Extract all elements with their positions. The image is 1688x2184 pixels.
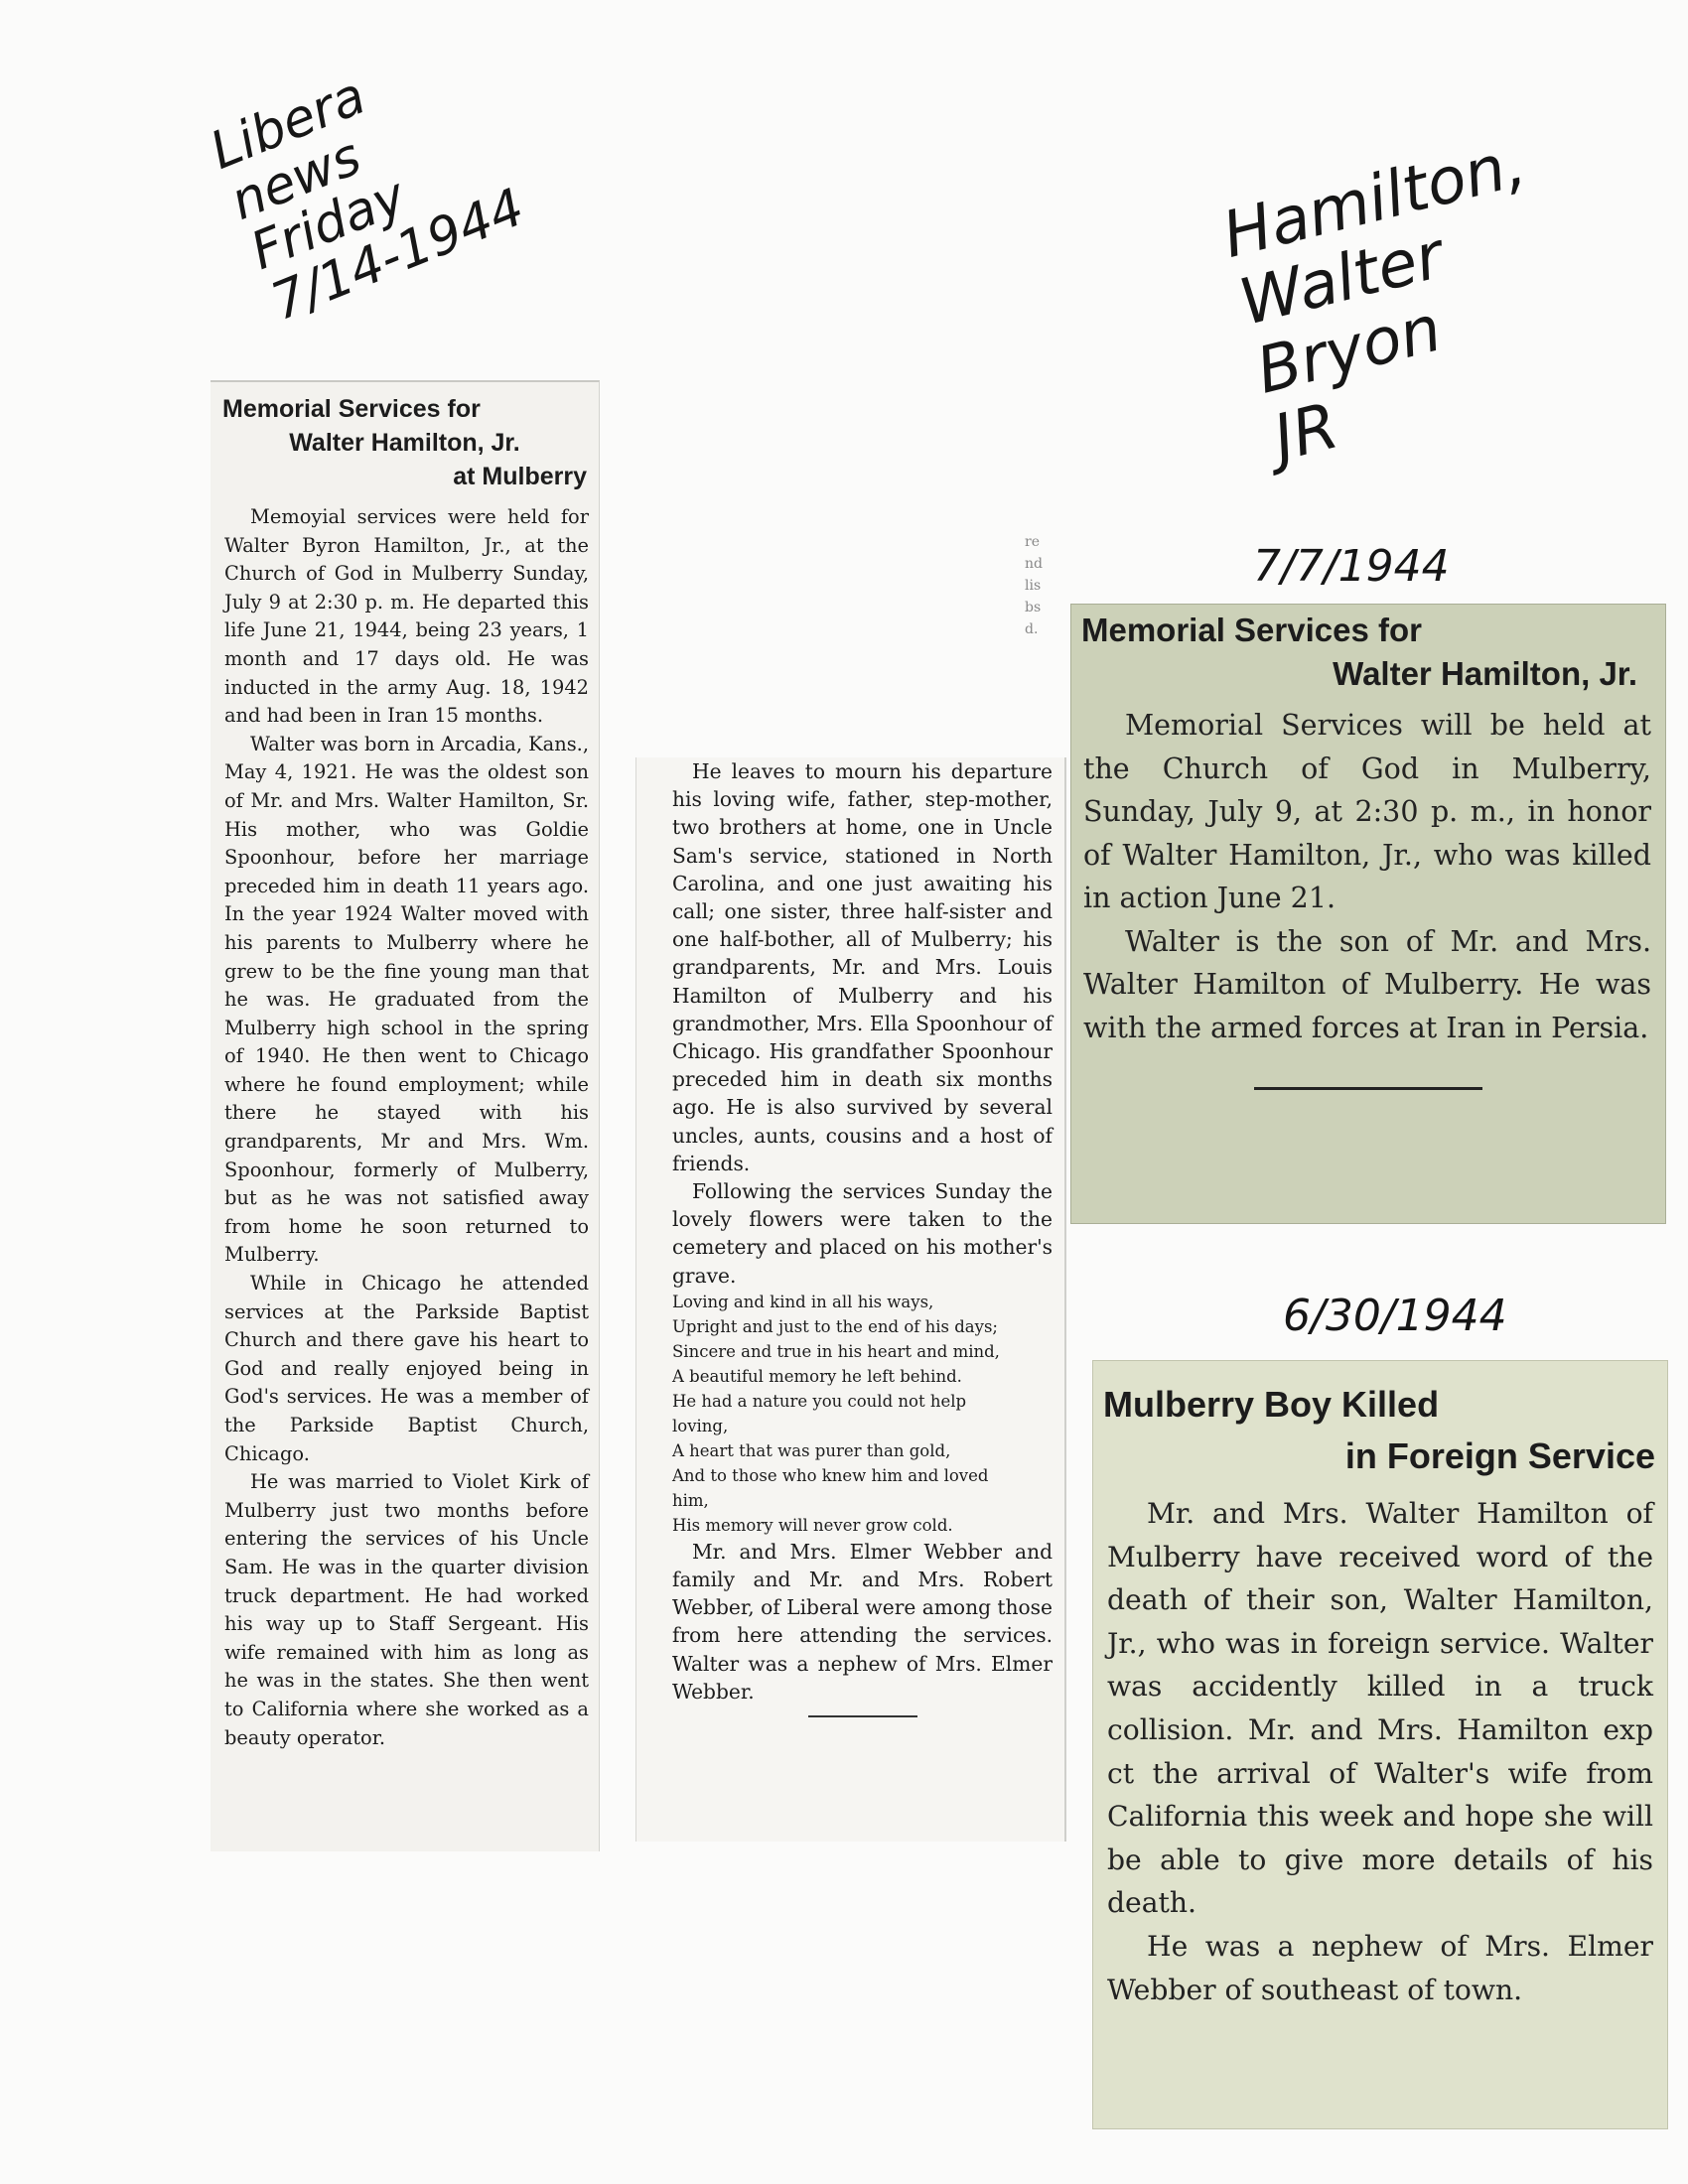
clipping-memorial-services-mulberry bbox=[211, 380, 600, 1851]
clipping-mulberry-boy-killed bbox=[1092, 1360, 1668, 2129]
clipping-headline bbox=[1093, 1361, 1667, 1482]
headline-line-2: Walter Hamilton, Jr. bbox=[289, 429, 520, 457]
clipping-body bbox=[211, 503, 599, 1752]
paragraph: Following the services Sunday the lovely flowers were taken to the cemetery and placed on his mother's grave. bbox=[672, 1179, 1053, 1288]
divider-rule bbox=[1254, 1087, 1482, 1090]
paragraph: While in Chicago he attended services at the Parkside Baptist Church and there gave his heart to God and really enjoyed being in God's services. He was a member of the Parkside Baptist Church, Chicago. bbox=[224, 1272, 589, 1465]
paragraph: Mr. and Mrs. Walter Hamilton of Mulberry have received word of the death of their son, Walter Hamilton, Jr., who was in foreign service. Walter was accidently killed in a truck collision. Mr. and Mrs. Hamilton exp ct the arrival of Walter's wife from California this week and hope she will be able to give more details of his death. bbox=[1107, 1497, 1653, 1920]
handwritten-liberal-news-note: Libera news Friday 7/14-1944 bbox=[202, 66, 533, 333]
paragraph: He leaves to mourn his departure his loving wife, father, step-mother, two brothers at home, one in Uncle Sam's service, stationed in North Carolina, and one just awaiting his call; one sister, three half-sister and one half-bother, all of Mulberry; his grandparents, Mr. and Mrs. Louis Hamilton of Mulberry and his grandmother, Mrs. Ella Spoonhour of Chicago. His grandfather Spoonhour preceded him in death six months ago. He is also survived by several uncles, aunts, cousins and a host of friends. bbox=[672, 759, 1053, 1175]
paragraph: Walter was born in Arcadia, Kans., May 4, 1921. He was the oldest son of Mr. and Mrs. Walter Hamilton, Sr. His mother, who was Goldie Spoonhour, before her marriage preceded him in death 11 years ago. In the year 1924 Walter moved with his parents to Mulberry where he grew to be the fine young man that he was. He graduated from the Mulberry high school in the spring of 1940. He then went to Chicago where he found employment; while there he stayed with his grandparents, Mr and Mrs. Wm. Spoonhour, formerly of Mulberry, but as he was not satisfied away from home he soon returned to Mulberry. bbox=[224, 732, 589, 1267]
headline-line-1: Memorial Services for bbox=[222, 395, 481, 423]
clipping-body bbox=[636, 757, 1064, 1717]
paragraph: Mr. and Mrs. Elmer Webber and family and Mr. and Mrs. Robert Webber, of Liberal were among those from here attending the services. Walter was a nephew of Mrs. Elmer Webber. bbox=[672, 1539, 1053, 1704]
headline-line-1: Mulberry Boy Killed bbox=[1103, 1384, 1440, 1425]
handwritten-date-6-30-1944: 6/30/1944 bbox=[1283, 1291, 1507, 1341]
paragraph: He was a nephew of Mrs. Elmer Webber of southeast of town. bbox=[1107, 1929, 1653, 2006]
headline-line-2: in Foreign Service bbox=[1344, 1435, 1655, 1476]
clipping-body bbox=[1071, 696, 1665, 1049]
clipping-body bbox=[1093, 1482, 1667, 2011]
paragraph: Walter is the son of Mr. and Mrs. Walter Hamilton of Mulberry. He was with the armed forces at Iran in Persia. bbox=[1083, 924, 1651, 1044]
handwritten-name-note: Hamilton, Walter Bryon JR bbox=[1215, 126, 1533, 477]
clipping-memorial-services-announcement bbox=[1070, 604, 1666, 1224]
handwritten-date-7-7-1944: 7/7/1944 bbox=[1253, 541, 1450, 592]
clipping-headline bbox=[1071, 605, 1665, 696]
clipping-edge-fragment: re nd lis bs d. bbox=[1025, 534, 1043, 637]
headline-line-3: at Mulberry bbox=[453, 463, 587, 490]
paragraph: Memoyial services were held for Walter Byron Hamilton, Jr., at the Church of God in Mulberry Sunday, July 9 at 2:30 p. m. He departed this life June 21, 1944, being 23 years, 1 month and 17 days old. He was inducted in the army Aug. 18, 1942 and had been in Iran 15 months. bbox=[224, 505, 589, 728]
clipping-continuation bbox=[635, 757, 1066, 1842]
clipping-headline bbox=[211, 392, 599, 493]
headline-line-2: Walter Hamilton, Jr. bbox=[1333, 655, 1637, 692]
paragraph: Memorial Services will be held at the Church of God in Mulberry, Sunday, July 9, at 2:30 p. m., in honor of Walter Hamilton, Jr., who was killed in action June 21. bbox=[1083, 709, 1651, 914]
headline-line-1: Memorial Services for bbox=[1081, 612, 1422, 648]
memorial-poem: Loving and kind in all his ways, Upright and just to the end of his days; Sincere and true in his heart and mind, A beautiful memory he left behind. He had a nature you could not help loving, A heart that was purer than gold, And to those who knew him and loved him, His memory will never grow cold. bbox=[672, 1292, 1000, 1535]
divider-rule bbox=[808, 1715, 917, 1717]
paragraph: He was married to Violet Kirk of Mulberry just two months before entering the services of his Uncle Sam. He was in the quarter division truck department. He had worked his way up to Staff Sergeant. His wife remained with him as long as he was in the states. She then went to California where she worked as a beauty operator. bbox=[224, 1470, 589, 1749]
